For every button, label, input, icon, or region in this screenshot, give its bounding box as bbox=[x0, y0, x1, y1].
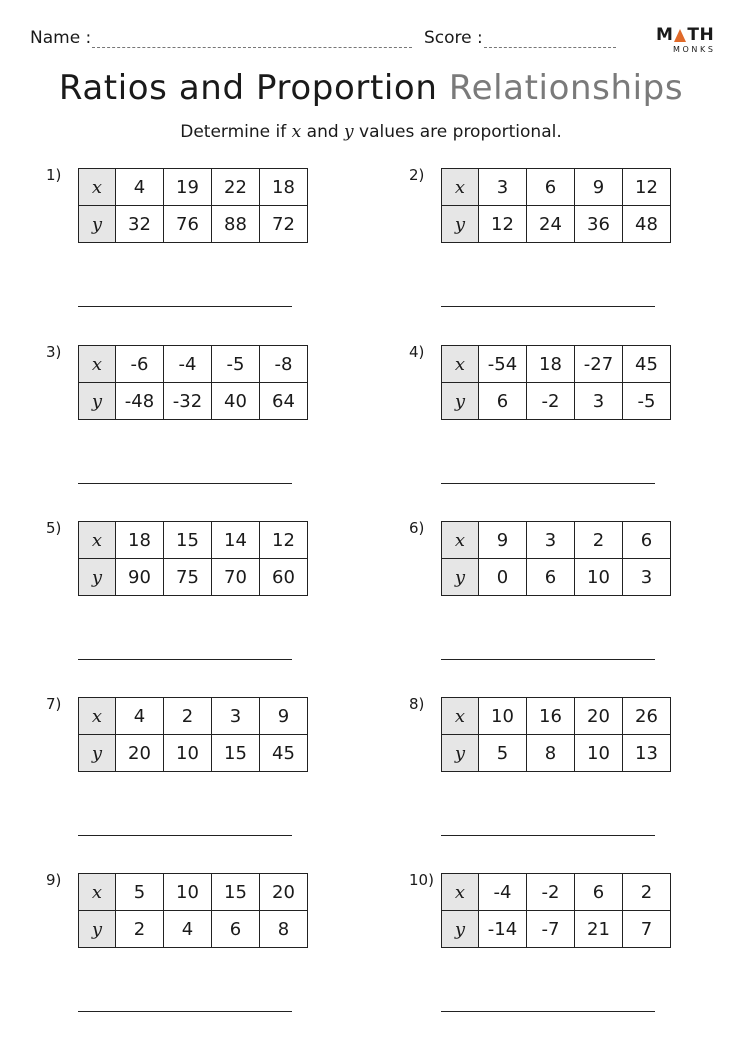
y-cell: 6 bbox=[212, 911, 260, 948]
x-cell: 26 bbox=[623, 698, 671, 735]
instructions-part-2: and bbox=[301, 122, 345, 142]
y-cell: 5 bbox=[479, 735, 527, 772]
y-row bbox=[79, 735, 308, 772]
instructions-y: y bbox=[344, 122, 354, 142]
y-cell: -48 bbox=[116, 383, 164, 420]
y-header: y bbox=[79, 735, 116, 772]
x-cell: 4 bbox=[116, 698, 164, 735]
x-cell: 9 bbox=[260, 698, 308, 735]
answer-line[interactable] bbox=[441, 306, 655, 307]
x-header: x bbox=[79, 522, 116, 559]
answer-line[interactable] bbox=[441, 835, 655, 836]
ratio-table bbox=[441, 697, 671, 772]
y-cell: 2 bbox=[116, 911, 164, 948]
y-row bbox=[79, 559, 308, 596]
problem-number: 9) bbox=[46, 871, 62, 889]
x-cell: 9 bbox=[479, 522, 527, 559]
y-cell: -14 bbox=[479, 911, 527, 948]
y-cell: 20 bbox=[116, 735, 164, 772]
problem-8 bbox=[409, 695, 709, 855]
problem-7 bbox=[46, 695, 346, 855]
y-cell: 6 bbox=[479, 383, 527, 420]
x-cell: -8 bbox=[260, 346, 308, 383]
x-header: x bbox=[442, 874, 479, 911]
y-cell: 15 bbox=[212, 735, 260, 772]
x-cell: 45 bbox=[623, 346, 671, 383]
y-cell: 8 bbox=[527, 735, 575, 772]
y-cell: 10 bbox=[164, 735, 212, 772]
x-cell: -6 bbox=[116, 346, 164, 383]
x-cell: 2 bbox=[623, 874, 671, 911]
x-cell: 3 bbox=[479, 169, 527, 206]
x-cell: -4 bbox=[164, 346, 212, 383]
x-cell: -54 bbox=[479, 346, 527, 383]
y-row bbox=[442, 206, 671, 243]
y-header: y bbox=[442, 911, 479, 948]
problem-number: 1) bbox=[46, 166, 62, 184]
y-cell: 70 bbox=[212, 559, 260, 596]
logo-text-right: TH bbox=[687, 25, 715, 45]
ratio-table bbox=[78, 697, 308, 772]
y-row bbox=[79, 911, 308, 948]
x-cell: 12 bbox=[260, 522, 308, 559]
y-row bbox=[442, 383, 671, 420]
x-cell: 6 bbox=[527, 169, 575, 206]
answer-line[interactable] bbox=[78, 1011, 292, 1012]
x-row bbox=[442, 169, 671, 206]
instructions-part-3: values are proportional. bbox=[353, 122, 562, 142]
y-cell: -2 bbox=[527, 383, 575, 420]
y-header: y bbox=[442, 383, 479, 420]
x-row bbox=[79, 169, 308, 206]
title-accent: Relationships bbox=[448, 68, 684, 108]
y-cell: -7 bbox=[527, 911, 575, 948]
problem-number: 3) bbox=[46, 343, 62, 361]
ratio-table bbox=[78, 873, 308, 948]
x-cell: 5 bbox=[116, 874, 164, 911]
y-cell: 36 bbox=[575, 206, 623, 243]
y-cell: 76 bbox=[164, 206, 212, 243]
y-cell: 64 bbox=[260, 383, 308, 420]
x-cell: 10 bbox=[164, 874, 212, 911]
instructions-x: x bbox=[291, 122, 302, 142]
problem-number: 6) bbox=[409, 519, 425, 537]
x-header: x bbox=[79, 874, 116, 911]
y-header: y bbox=[79, 559, 116, 596]
x-cell: 18 bbox=[116, 522, 164, 559]
x-cell: 18 bbox=[527, 346, 575, 383]
y-row bbox=[442, 735, 671, 772]
logo-subtext: MONKS bbox=[673, 45, 716, 54]
y-cell: 48 bbox=[623, 206, 671, 243]
problem-2 bbox=[409, 166, 709, 326]
y-row bbox=[79, 383, 308, 420]
x-cell: 15 bbox=[212, 874, 260, 911]
y-cell: 45 bbox=[260, 735, 308, 772]
problem-number: 5) bbox=[46, 519, 62, 537]
x-header: x bbox=[442, 346, 479, 383]
y-cell: 3 bbox=[575, 383, 623, 420]
x-row bbox=[79, 874, 308, 911]
problem-1 bbox=[46, 166, 346, 326]
x-header: x bbox=[442, 698, 479, 735]
math-monks-logo bbox=[656, 27, 716, 54]
problem-number: 7) bbox=[46, 695, 62, 713]
y-row bbox=[442, 911, 671, 948]
answer-line[interactable] bbox=[441, 483, 655, 484]
y-header: y bbox=[79, 206, 116, 243]
y-cell: 21 bbox=[575, 911, 623, 948]
x-cell: 16 bbox=[527, 698, 575, 735]
x-cell: 2 bbox=[164, 698, 212, 735]
x-cell: -2 bbox=[527, 874, 575, 911]
x-cell: -5 bbox=[212, 346, 260, 383]
y-cell: 3 bbox=[623, 559, 671, 596]
x-header: x bbox=[79, 169, 116, 206]
problem-3 bbox=[46, 343, 346, 503]
x-cell: 6 bbox=[575, 874, 623, 911]
title-main: Ratios and Proportion bbox=[58, 68, 438, 108]
x-cell: 14 bbox=[212, 522, 260, 559]
y-cell: -32 bbox=[164, 383, 212, 420]
y-cell: 90 bbox=[116, 559, 164, 596]
y-cell: 60 bbox=[260, 559, 308, 596]
y-cell: 24 bbox=[527, 206, 575, 243]
x-cell: -27 bbox=[575, 346, 623, 383]
x-cell: 3 bbox=[527, 522, 575, 559]
triangle-icon bbox=[674, 29, 686, 42]
y-cell: 75 bbox=[164, 559, 212, 596]
score-label: Score : bbox=[424, 28, 483, 48]
y-header: y bbox=[79, 383, 116, 420]
y-cell: 0 bbox=[479, 559, 527, 596]
ratio-table bbox=[441, 521, 671, 596]
problem-10 bbox=[409, 871, 709, 1031]
x-row bbox=[442, 522, 671, 559]
y-header: y bbox=[442, 735, 479, 772]
problem-number: 10) bbox=[409, 871, 434, 889]
answer-line[interactable] bbox=[78, 306, 292, 307]
x-header: x bbox=[79, 346, 116, 383]
y-cell: 10 bbox=[575, 735, 623, 772]
x-row bbox=[442, 698, 671, 735]
name-label: Name : bbox=[30, 28, 92, 48]
x-cell: 19 bbox=[164, 169, 212, 206]
y-cell: 12 bbox=[479, 206, 527, 243]
y-row bbox=[442, 559, 671, 596]
problem-4 bbox=[409, 343, 709, 503]
problem-number: 4) bbox=[409, 343, 425, 361]
x-cell: 15 bbox=[164, 522, 212, 559]
x-cell: 2 bbox=[575, 522, 623, 559]
answer-line[interactable] bbox=[78, 659, 292, 660]
x-cell: 3 bbox=[212, 698, 260, 735]
x-header: x bbox=[442, 522, 479, 559]
problem-number: 8) bbox=[409, 695, 425, 713]
y-cell: 10 bbox=[575, 559, 623, 596]
x-cell: 6 bbox=[623, 522, 671, 559]
answer-line[interactable] bbox=[78, 835, 292, 836]
x-header: x bbox=[442, 169, 479, 206]
x-cell: 20 bbox=[575, 698, 623, 735]
y-cell: 7 bbox=[623, 911, 671, 948]
ratio-table bbox=[441, 168, 671, 243]
ratio-table bbox=[441, 345, 671, 420]
problem-9 bbox=[46, 871, 346, 1031]
y-cell: 88 bbox=[212, 206, 260, 243]
y-header: y bbox=[442, 559, 479, 596]
y-cell: 4 bbox=[164, 911, 212, 948]
y-cell: 72 bbox=[260, 206, 308, 243]
y-cell: -5 bbox=[623, 383, 671, 420]
x-cell: 20 bbox=[260, 874, 308, 911]
y-cell: 32 bbox=[116, 206, 164, 243]
x-cell: 18 bbox=[260, 169, 308, 206]
x-cell: 4 bbox=[116, 169, 164, 206]
y-cell: 6 bbox=[527, 559, 575, 596]
page-title bbox=[0, 68, 742, 108]
answer-line[interactable] bbox=[441, 659, 655, 660]
ratio-table bbox=[78, 345, 308, 420]
x-row bbox=[79, 346, 308, 383]
x-cell: 22 bbox=[212, 169, 260, 206]
ratio-table bbox=[78, 168, 308, 243]
score-field[interactable] bbox=[484, 47, 616, 48]
x-cell: -4 bbox=[479, 874, 527, 911]
y-cell: 8 bbox=[260, 911, 308, 948]
x-cell: 10 bbox=[479, 698, 527, 735]
answer-line[interactable] bbox=[441, 1011, 655, 1012]
name-field[interactable] bbox=[92, 47, 412, 48]
problem-6 bbox=[409, 519, 709, 679]
instructions bbox=[0, 122, 742, 142]
x-cell: 9 bbox=[575, 169, 623, 206]
answer-line[interactable] bbox=[78, 483, 292, 484]
ratio-table bbox=[441, 873, 671, 948]
y-cell: 13 bbox=[623, 735, 671, 772]
y-header: y bbox=[442, 206, 479, 243]
x-row bbox=[79, 698, 308, 735]
y-header: y bbox=[79, 911, 116, 948]
y-cell: 40 bbox=[212, 383, 260, 420]
x-row bbox=[79, 522, 308, 559]
x-row bbox=[442, 874, 671, 911]
ratio-table bbox=[78, 521, 308, 596]
logo-text-left: M bbox=[656, 25, 674, 45]
x-cell: 12 bbox=[623, 169, 671, 206]
instructions-part-1: Determine if bbox=[180, 122, 292, 142]
y-row bbox=[79, 206, 308, 243]
x-row bbox=[442, 346, 671, 383]
problem-5 bbox=[46, 519, 346, 679]
problem-number: 2) bbox=[409, 166, 425, 184]
x-header: x bbox=[79, 698, 116, 735]
